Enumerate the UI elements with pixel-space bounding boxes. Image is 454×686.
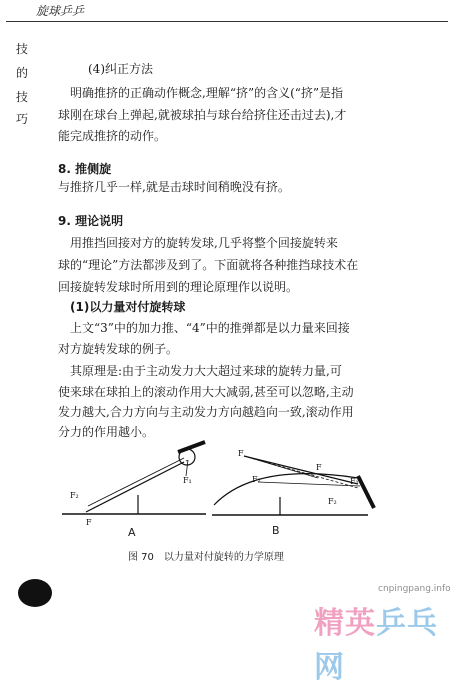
watermark-logo — [314, 598, 454, 686]
watermark-url: cnpingpang.info — [378, 584, 451, 594]
paragraph-line: 球刚在球台上弹起,就被球拍与球台给挤住还击过去),才 — [58, 108, 347, 122]
paragraph-line: 用推挡回接对方的旋转发球,几乎将整个回接旋转来 — [70, 236, 338, 250]
force-label: F₁ — [350, 477, 359, 486]
figure-label-a: A — [128, 526, 136, 539]
paragraph-line: 分力的作用越小。 — [58, 425, 155, 439]
force-label: F₂ — [70, 491, 79, 500]
force-label: F₂ — [328, 497, 337, 506]
paragraph-line: 回接旋转发球时所用到的理论原理作以说明。 — [58, 280, 299, 294]
paragraph-line: 发力越大,合力方向与主动发力方向越趋向一致,滚动作用 — [58, 405, 354, 419]
watermark-logo-part2: 乒乓网 — [314, 606, 438, 685]
force-label: F₁ — [183, 476, 192, 485]
paragraph-line: 与推挤几乎一样,就是击球时间稍晚没有挤。 — [58, 180, 290, 194]
figure-label-b: B — [272, 524, 280, 537]
figure-caption: 图 70 以力量对付旋转的力学原理 — [128, 552, 284, 563]
watermark-logo-part1: 精英 — [314, 606, 376, 641]
paragraph-line: 球的“理论”方法都涉及到了。下面就将各种推挡球技术在 — [58, 258, 359, 272]
force-label: F — [86, 518, 92, 527]
side-char-4: 巧 — [16, 112, 29, 126]
paragraph-line: 对方旋转发球的例子。 — [58, 342, 179, 356]
heading-theory: 9. 理论说明 — [58, 214, 124, 228]
paragraph-line: 明确推挤的正确动作概念,理解“挤”的含义(“挤”是指 — [70, 86, 344, 100]
force-label: F — [316, 463, 322, 472]
ball-a — [179, 449, 195, 465]
side-char-2: 的 — [16, 66, 29, 80]
side-char-3: 技 — [16, 90, 29, 104]
side-char-1: 技 — [16, 42, 29, 56]
header-title: 旋球乒乒 — [36, 4, 85, 18]
heading-push-side-spin: 8. 推侧旋 — [58, 162, 112, 176]
paragraph-line: 能完成推挤的动作。 — [58, 129, 167, 143]
paragraph-line: 使来球在球拍上的滚动作用大大减弱,甚至可以忽略,主动 — [58, 385, 354, 399]
subheading-force-vs-spin: (1)以力量对付旋转球 — [70, 300, 186, 314]
page-number-badge — [18, 579, 52, 607]
blade-b — [358, 476, 374, 508]
paragraph-line: 其原理是:由于主动发力大大超过来球的旋转力量,可 — [70, 364, 342, 378]
force-label: F — [238, 449, 244, 458]
paragraph-line: 上文“3”中的加力推、“4”中的推弹都是以力量来回接 — [70, 321, 350, 335]
subheading-correction: (4)纠正方法 — [88, 62, 153, 76]
force-label: F₂ — [252, 475, 261, 484]
